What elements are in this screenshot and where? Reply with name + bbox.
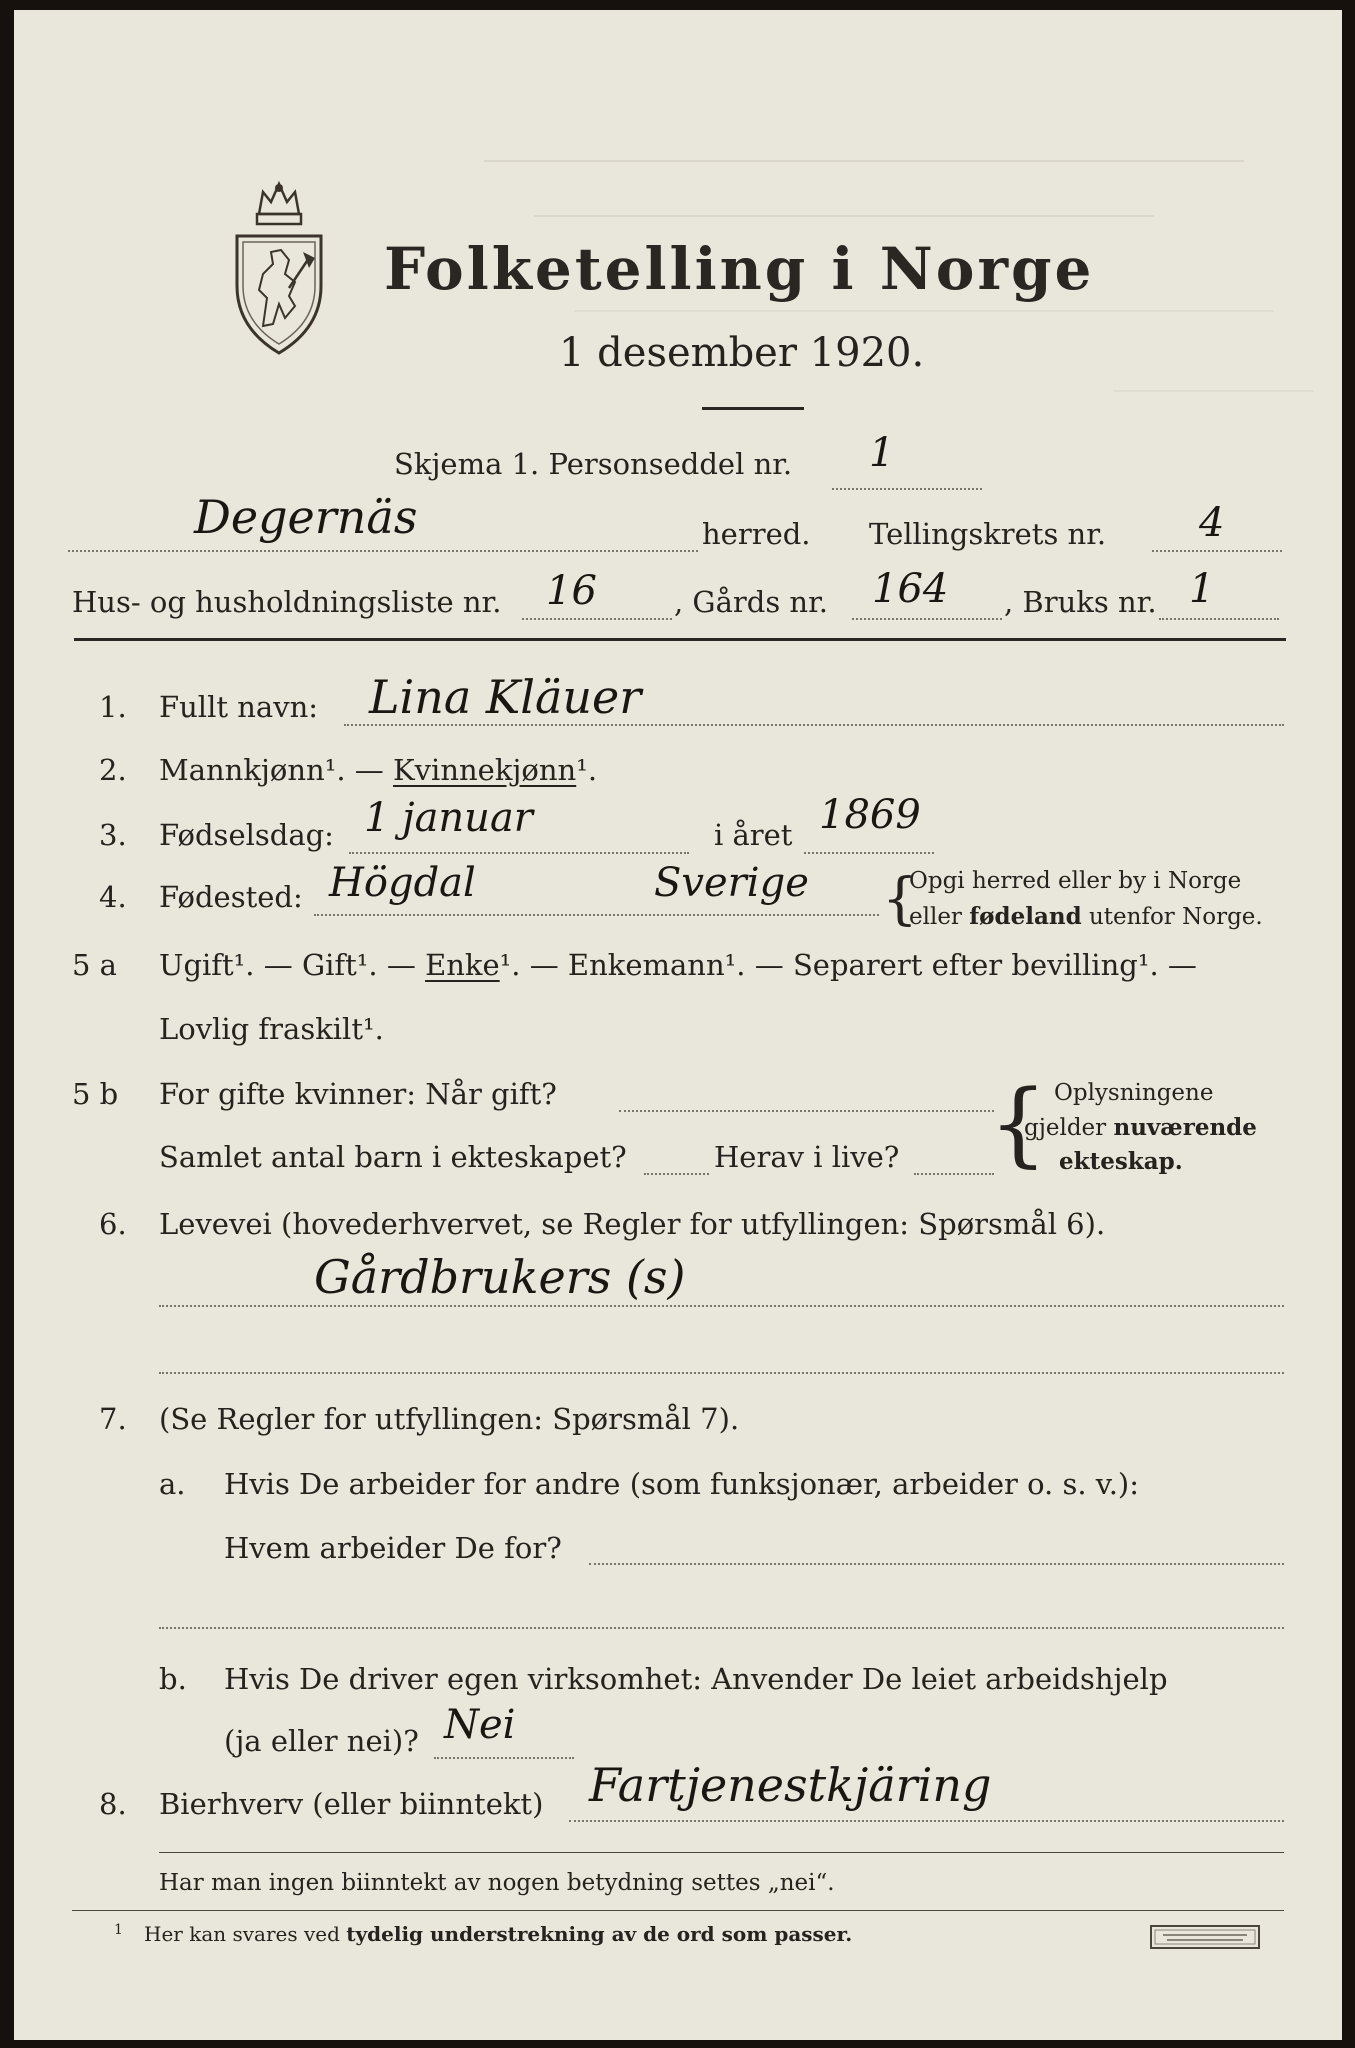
q6-number: 6. (99, 1207, 127, 1241)
gards-value: 164 (872, 566, 949, 612)
q5a-number: 5 a (72, 948, 117, 982)
bleed-through-line (1114, 390, 1314, 394)
fodested-value-2: Sverige (654, 860, 809, 906)
form-date: 1 desember 1920. (559, 330, 925, 376)
husholdningsliste-label: Hus- og husholdningsliste nr. (72, 585, 502, 619)
title-divider (702, 407, 804, 410)
fodested-field[interactable] (314, 914, 879, 916)
q7a-label: Hvis De arbeider for andre (som funksjonær, arbeider o. s. v.): (224, 1467, 1140, 1501)
option-enke[interactable]: Enke (425, 948, 500, 982)
q5b-label-1: For gifte kvinner: Når gift? (159, 1077, 557, 1111)
antal-barn-field[interactable] (644, 1173, 709, 1175)
personseddel-value: 1 (869, 430, 895, 476)
bruks-label: , Bruks nr. (1004, 585, 1157, 619)
footer-rule (159, 1852, 1284, 1853)
option-lovlig-fraskilt[interactable]: Lovlig fraskilt¹. (159, 1012, 384, 1046)
tellingskrets-field[interactable] (1152, 550, 1282, 552)
hvem-arbeider-field[interactable] (589, 1563, 1284, 1565)
tellingskrets-label: Tellingskrets nr. (869, 517, 1107, 551)
herav-i-live-field[interactable] (914, 1173, 994, 1175)
husholdningsliste-field[interactable] (522, 618, 672, 620)
personseddel-field[interactable] (832, 488, 982, 490)
q7b-number: b. (159, 1662, 187, 1696)
q5b-brace: { (989, 1070, 1048, 1177)
option-kvinnekjonn[interactable]: Kvinnekjønn (393, 753, 577, 787)
aaret-field[interactable] (804, 852, 934, 854)
q5b-number: 5 b (72, 1077, 119, 1111)
q5b-label-3: Herav i live? (714, 1140, 900, 1174)
hvem-arbeider-field-2[interactable] (159, 1627, 1284, 1629)
q5b-note-3: ekteskap. (1059, 1148, 1183, 1175)
q4-label: Fødested: (159, 880, 303, 914)
q5b-note-1: Oplysningene (1054, 1080, 1214, 1106)
q2-number: 2. (99, 753, 127, 787)
bierhverv-field[interactable] (569, 1820, 1284, 1822)
printer-stamp-icon (1149, 1924, 1261, 1954)
bleed-through-line (534, 215, 1154, 219)
herred-field[interactable] (68, 550, 698, 552)
naar-gift-field[interactable] (619, 1110, 994, 1112)
q5a-options (159, 948, 1197, 982)
fodselsdag-value: 1 januar (364, 795, 533, 841)
footnote-main: Har man ingen biinntekt av nogen betydning settes „nei“. (159, 1870, 835, 1896)
fodested-note-2: eller fødeland utenfor Norge. (909, 903, 1263, 930)
gards-label: , Gårds nr. (674, 585, 828, 619)
bierhverv-value: Fartjenestkjäring (589, 1758, 992, 1812)
q7a-label-2: Hvem arbeider De for? (224, 1531, 562, 1565)
bruks-field[interactable] (1159, 618, 1279, 620)
q6-label: Levevei (hovederhvervet, se Regler for utfyllingen: Spørsmål 6). (159, 1207, 1106, 1241)
fodested-value-1: Högdal (329, 860, 476, 906)
fodested-brace: { (882, 867, 918, 932)
q5b-note-2: gjelder nuværende (1024, 1114, 1257, 1141)
aaret-value: 1869 (819, 792, 921, 838)
option-mannkjonn[interactable]: Mannkjønn¹. (159, 753, 346, 787)
q3-number: 3. (99, 818, 127, 852)
form-title: Folketelling i Norge (384, 235, 1095, 303)
bleed-through-line (484, 160, 1244, 164)
q7a-number: a. (159, 1467, 186, 1501)
bleed-through-line (574, 310, 1274, 314)
levevei-field-1[interactable] (159, 1305, 1284, 1307)
q2-options: Mannkjønn¹. — Kvinnekjønn¹. (159, 753, 598, 787)
tellingskrets-value: 4 (1199, 500, 1225, 546)
herred-value: Degernäs (194, 490, 418, 544)
fodselsdag-field[interactable] (349, 852, 689, 854)
fullt-navn-field[interactable] (344, 724, 1284, 726)
q7-label: (Se Regler for utfyllingen: Spørsmål 7). (159, 1402, 740, 1436)
footnote-number: 1 (114, 1922, 123, 1938)
header-rule (74, 638, 1286, 641)
q7-number: 7. (99, 1402, 127, 1436)
q4-number: 4. (99, 880, 127, 914)
footnote-text: Her kan svares ved tydelig understrekning av de ord som passer. (144, 1922, 853, 1946)
q7b-label: Hvis De driver egen virksomhet: Anvender De leiet arbeidshjelp (224, 1662, 1168, 1696)
leiet-arbeidshjelp-value: Nei (444, 1702, 516, 1748)
q5b-label-2: Samlet antal barn i ekteskapet? (159, 1140, 627, 1174)
herred-label: herred. (702, 517, 811, 551)
q8-label: Bierhverv (eller biinntekt) (159, 1787, 544, 1821)
q1-number: 1. (99, 690, 127, 724)
norway-coat-of-arms-icon (229, 178, 329, 362)
q1-label: Fullt navn: (159, 690, 319, 724)
option-enkemann-separert[interactable]: ¹. — Enkemann¹. — Separert efter bevilling¹. — (499, 948, 1197, 982)
q3-label: Fødselsdag: (159, 818, 334, 852)
gards-field[interactable] (852, 618, 1002, 620)
fodested-note-1: Opgi herred eller by i Norge (909, 868, 1242, 894)
aaret-label: i året (714, 818, 793, 852)
footnote-rule (72, 1910, 1284, 1911)
census-form-page (14, 10, 1342, 2040)
husholdningsliste-value: 16 (546, 568, 597, 614)
bruks-value: 1 (1189, 566, 1215, 612)
fullt-navn-value: Lina Kläuer (369, 670, 642, 724)
levevei-field-2[interactable] (159, 1372, 1284, 1374)
q7b-label-2: (ja eller nei)? (224, 1724, 419, 1758)
leiet-arbeidshjelp-field[interactable] (434, 1757, 574, 1759)
levevei-value: Gårdbrukers (s) (314, 1250, 686, 1304)
skjema-label: Skjema 1. Personseddel nr. (394, 447, 793, 481)
option-ugift-gift[interactable]: Ugift¹. — Gift¹. — (159, 948, 426, 982)
q8-number: 8. (99, 1787, 127, 1821)
